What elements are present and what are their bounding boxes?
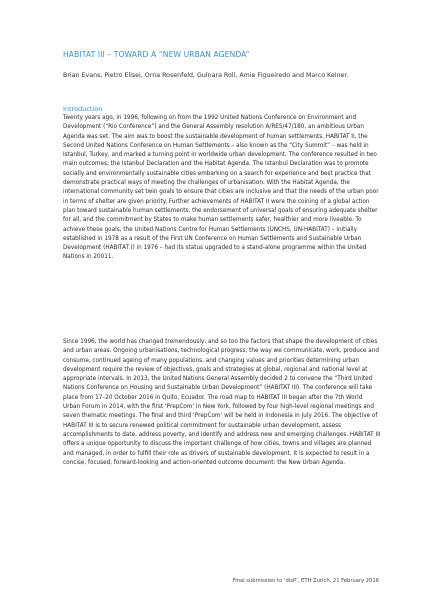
document-heading: HABITAT III – TOWARD A “NEW URBAN AGENDA” [63, 50, 250, 59]
paragraph-1: Twenty years ago, in 1996, following on from the 1992 United Nations Conference on Environment and Development (“Rio Conference”) and the General Assembly resolution A/RES/47/180, an ambitious Urban Agenda was set. The aim was to boost the sustainable development of human settlements. HABITAT II, the Second United Nations Conference on Human Settlements – also known as the “City Summit” – was held in Istanbul, Turkey, and marked a turning point in worldwide urban development. The conference resulted in two main outcomes: the Istanbul Declaration and the Habitat Agenda. The Istanbul Declaration was to promote socially and environmentally sustainable cities embarking on a search for experience and best practice that demonstrate practical ways of meeting the challenges of urbanisation. With the Habitat Agenda, the international community set twin goals to ensure that cities are inclusive and that the needs of the urban poor in terms of shelter are given priority. Further achievements of HABITAT II were the coining of a global action plan toward sustainable human settlements, the endorsement of universal goals of ensuring adequate shelter for all, and the commitment by States to make human settlements safer, healthier and more liveable. To achieve these goals, the United Nations Centre for Human Settlements (UNCHS, UN-HABITAT) – initially established in 1978 as a result of the First UN Conference on Human Settlements and Sustainable Urban Development (HABITAT I) in 1976 – had its status upgraded to a stand-alone programme within the United Nations in 20011. [63, 115, 379, 261]
section-title-introduction: Introduction [63, 105, 103, 113]
page-footer: Final submission to ‘disP’, ETH Zurich, 21 February 2016 [232, 578, 379, 584]
paragraph-2: Since 1996, the world has changed tremendously, and so too the factors that shape the development of cities and urban areas. Ongoing urbanisations, technological progress, the way we communicate, work, produce and consume, continued ageing of many populations, and changing values and priorities determining urban development require the review of objectives, goals and strategies at global, regional and national level at appropriate intervals. In 2013, the United Nations General Assembly decided 2 to convene the “Third United Nations Conference on Housing and Sustainable Urban Development” (HABITAT III). The conference will take place from 17–20 October 2016 in Quito, Ecuador. The road map to HABITAT III began after the 7th World Urban Forum in 2014, with the first ‘PrepCom’ in New York, followed by four high-level regional meetings and seven thematic meetings. The final and third ‘PrepCom’ will be held in Indonesia in July 2016. The objective of HABITAT III is to secure renewed political commitment for sustainable urban development, assess accomplishments to date, address poverty, and identify and address new and emerging challenges. HABITAT III offers a unique opportunity to discuss the important challenge of how cities, towns and villages are planned and managed, in order to fulfill their role as drivers of sustainable development. It is expected to result in a concise, focused, forward-looking and action-oriented outcome document: the New Urban Agenda. [63, 339, 381, 466]
author-list: Brian Evans, Pietro Elisei, Orna Rosenfeld, Gulnara Roll, Amie Figueiredo and Marco Keiner. [63, 72, 349, 79]
